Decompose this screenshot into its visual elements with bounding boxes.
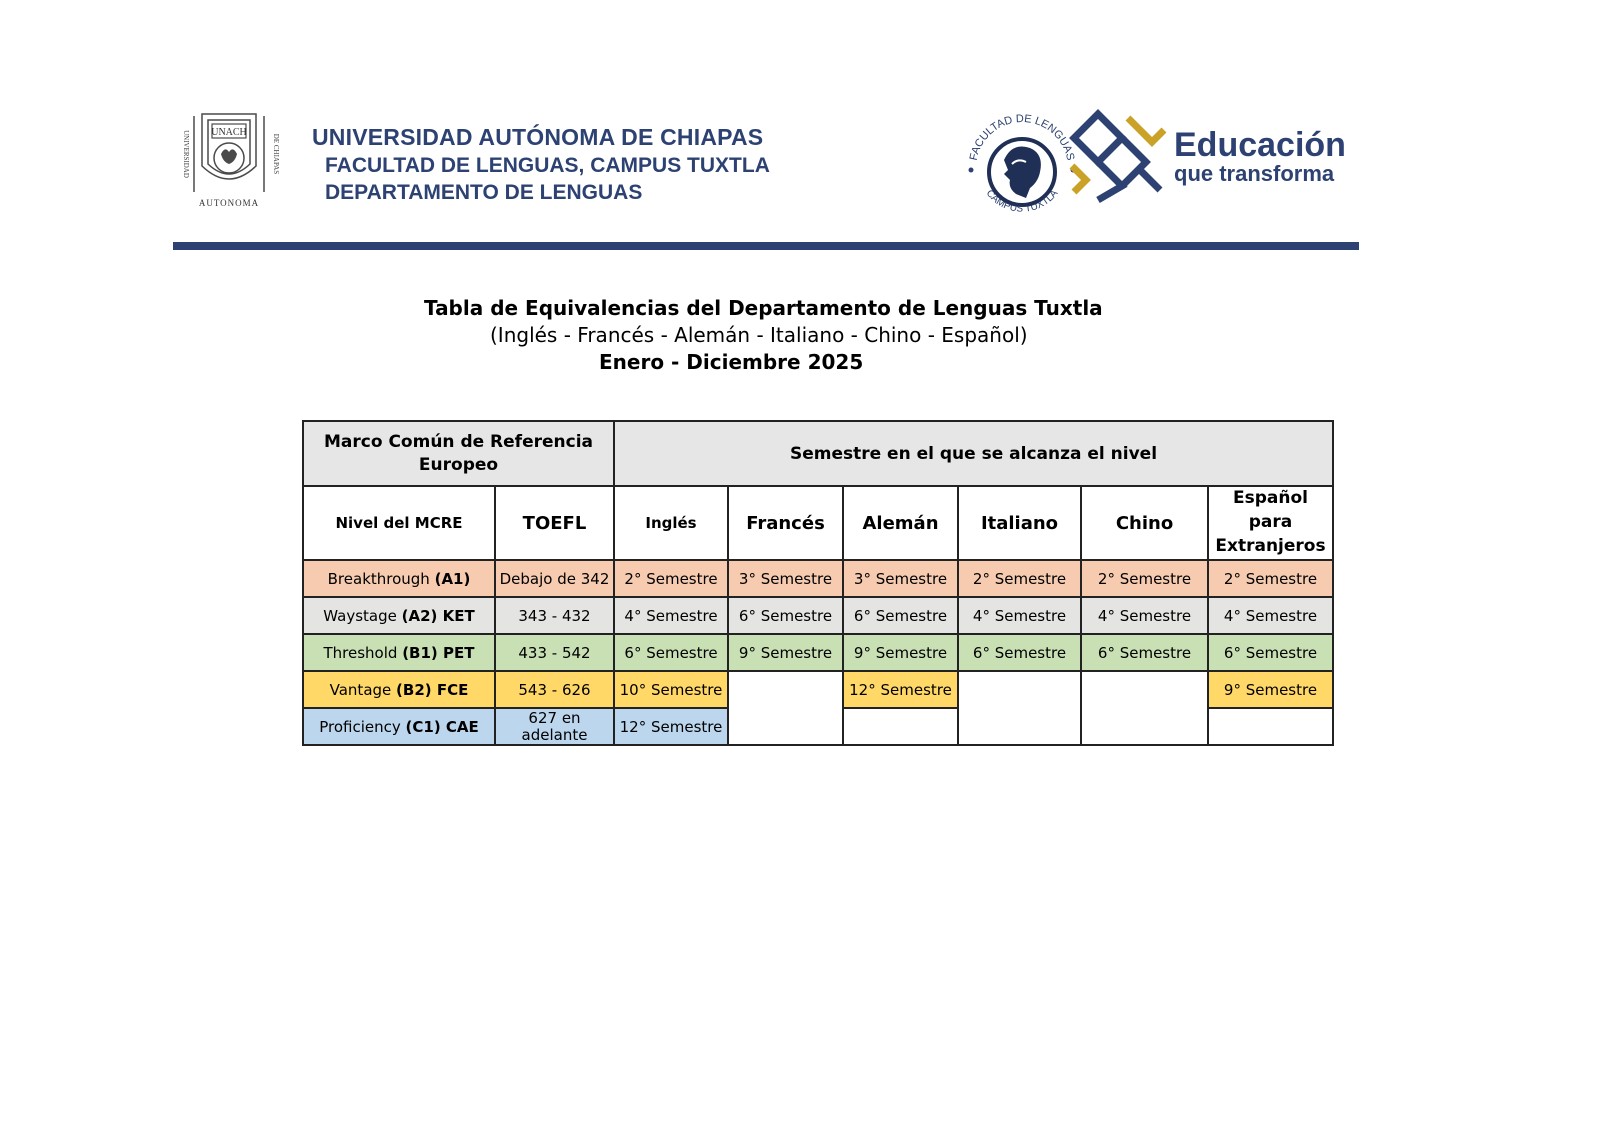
aleman-cell: 9° Semestre [843,634,958,671]
department-name: DEPARTAMENTO DE LENGUAS [325,181,643,204]
table-row-b2 [303,671,1333,708]
level-name: Waystage [323,606,402,625]
slogan-line1: Educación [1174,126,1346,164]
aleman-cell: 3° Semestre [843,560,958,597]
espanol-cell: 9° Semestre [1208,671,1333,708]
col-header-chino: Chino [1081,486,1208,560]
espanol-cell: 4° Semestre [1208,597,1333,634]
frances-cell-empty [728,708,843,745]
level-name: Proficiency [319,717,406,736]
col-header-espanol-line2: Extranjeros [1215,535,1326,556]
chino-cell: 2° Semestre [1081,560,1208,597]
page-subtitle: (Inglés - Francés - Alemán - Italiano - Chino - Español) [490,323,1028,347]
slogan-line2: que transforma [1174,161,1335,186]
chino-cell: 4° Semestre [1081,597,1208,634]
chino-cell-empty [1081,671,1208,708]
page-title: Tabla de Equivalencias del Departamento de Lenguas Tuxtla [424,296,1103,320]
italiano-cell: 4° Semestre [958,597,1081,634]
ingles-cell: 6° Semestre [614,634,728,671]
page-period: Enero - Diciembre 2025 [599,350,864,374]
col-header-ingles: Inglés [614,486,728,560]
col-header-italiano: Italiano [958,486,1081,560]
frances-cell: 9° Semestre [728,634,843,671]
level-code: (A1) [434,569,471,588]
italiano-cell-empty [958,708,1081,745]
aleman-cell-empty [843,708,958,745]
level-code: (C1) CAE [405,717,479,736]
table-group-header-row [303,421,1333,486]
espanol-cell-empty [1208,708,1333,745]
aleman-cell: 12° Semestre [843,671,958,708]
document-header [172,100,1358,250]
university-name: UNIVERSIDAD AUTÓNOMA DE CHIAPAS [312,124,764,150]
col-header-espanol [1208,486,1333,560]
seal-bottom-text: AUTONOMA [198,198,260,208]
level-name: Breakthrough [327,569,435,588]
col-header-nivel: Nivel del MCRE [303,486,495,560]
italiano-cell: 2° Semestre [958,560,1081,597]
toefl-cell: Debajo de 342 [495,560,614,597]
unach-seal-logo [176,106,282,210]
equivalence-table [302,420,1334,746]
faculty-name: FACULTAD DE LENGUAS, CAMPUS TUXTLA [325,154,770,177]
level-cell [303,634,495,671]
institution-name-block [312,124,770,205]
ingles-cell: 4° Semestre [614,597,728,634]
level-name: Vantage [329,680,397,699]
level-cell [303,708,495,745]
level-cell [303,671,495,708]
toefl-cell: 543 - 626 [495,671,614,708]
col-header-frances: Francés [728,486,843,560]
slogan-block [1174,128,1346,185]
header-divider [173,242,1359,250]
seal-top-text: UNACH [211,127,247,138]
faculty-seal-bottom-text: CAMPUS TUXTLA [983,188,1061,215]
frances-cell: 6° Semestre [728,597,843,634]
mcre-group-header: Marco Común de Referencia Europeo [303,421,614,486]
seal-left-text: UNIVERSIDAD [182,130,190,178]
table-row-a1 [303,560,1333,597]
level-cell [303,560,495,597]
level-code: (A2) KET [401,606,475,625]
table-row-a2 [303,597,1333,634]
semester-group-header: Semestre en el que se alcanza el nivel [614,421,1333,486]
aleman-cell: 6° Semestre [843,597,958,634]
table-row-c1 [303,708,1333,745]
level-code: (B1) PET [402,643,475,662]
ingles-cell: 2° Semestre [614,560,728,597]
italiano-cell: 6° Semestre [958,634,1081,671]
decorative-knot-icon [1068,108,1168,206]
chino-cell: 6° Semestre [1081,634,1208,671]
toefl-cell: 343 - 432 [495,597,614,634]
espanol-cell: 6° Semestre [1208,634,1333,671]
frances-cell: 3° Semestre [728,560,843,597]
espanol-cell: 2° Semestre [1208,560,1333,597]
frances-cell-empty [728,671,843,708]
col-header-toefl: TOEFL [495,486,614,560]
level-code: (B2) FCE [396,680,469,699]
chino-cell-empty [1081,708,1208,745]
col-header-espanol-line1: Español para [1233,488,1308,533]
level-name: Threshold [323,643,403,662]
col-header-aleman: Alemán [843,486,958,560]
ingles-cell: 12° Semestre [614,708,728,745]
faculty-seal-top-text: FACULTAD DE LENGUAS [967,112,1077,162]
seal-right-text: DE CHIAPAS [272,133,280,175]
table-row-b1 [303,634,1333,671]
level-cell [303,597,495,634]
italiano-cell-empty [958,671,1081,708]
table-column-header-row [303,486,1333,560]
ingles-cell: 10° Semestre [614,671,728,708]
toefl-cell: 627 en adelante [495,708,614,745]
toefl-cell: 433 - 542 [495,634,614,671]
